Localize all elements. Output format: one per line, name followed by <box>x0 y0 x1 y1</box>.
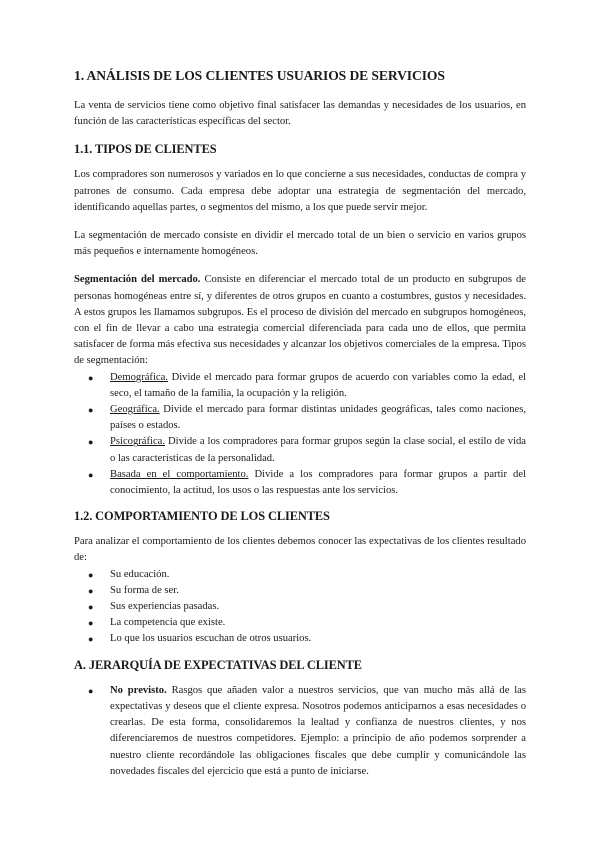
segment-term: Geográfica. <box>110 404 160 416</box>
segmentacion-lead: Segmentación del mercado. <box>74 274 201 286</box>
segment-desc: Divide el mercado para formar distintas unidades geográficas, tales como naciones, países o estados. <box>110 404 526 432</box>
list-item <box>88 583 526 599</box>
list-item <box>88 567 526 583</box>
paragraph-segmentacion-mercado <box>74 272 526 369</box>
no-previsto-lead: No previsto. <box>110 684 167 696</box>
list-item <box>88 370 526 402</box>
paragraph-segmentacion-definicion: La segmentación de mercado consiste en dividir el mercado total de un bien o servicio en varios grupos más pequeños e internamente homogéneos. <box>74 230 526 258</box>
paragraph-comportamiento: Para analizar el comportamiento de los clientes debemos conocer las expectativas de los clientes resultado de: <box>74 536 526 564</box>
bullet-icon: ● <box>88 437 94 448</box>
jerarquia-list <box>74 683 526 780</box>
list-item <box>88 402 526 434</box>
heading-analisis-clientes: 1. ANÁLISIS DE LOS CLIENTES USUARIOS DE SERVICIOS <box>74 68 445 83</box>
segment-desc: Divide a los compradores para formar grupos a partir del conocimiento, la actitud, los usos o las respuestas ante los servicios. <box>110 468 526 497</box>
segment-term: Psicográfica. <box>110 436 166 448</box>
paragraph-compradores: Los compradores son numerosos y variados en lo que concierne a sus necesidades, conductas de compra y patrones de consumo. Cada empresa debe adoptar una estrategia de segmentación del mercado, identificando aquellas partes, o segmentos del mismo, a los que puede servir mejor. <box>74 169 526 213</box>
segment-desc: Divide el mercado para formar grupos de acuerdo con variables como la edad, el seco, el tamaño de la familia, la ocupación y la religión. <box>110 371 526 399</box>
list-item <box>88 599 526 615</box>
bullet-icon: ● <box>88 569 94 580</box>
list-item-text: Su educación. <box>110 568 170 580</box>
list-item-text: Lo que los usuarios escuchan de otros usuarios. <box>110 633 312 645</box>
bullet-icon: ● <box>88 602 94 613</box>
intro-paragraph: La venta de servicios tiene como objetivo final satisfacer las demandas y necesidades de los usuarios, en función de las características específicas del sector. <box>74 100 526 128</box>
bullet-icon: ● <box>88 372 94 383</box>
bullet-icon: ● <box>88 469 94 480</box>
list-item <box>88 631 526 647</box>
heading-jerarquia-expectativas: A. JERARQUÍA DE EXPECTATIVAS DEL CLIENTE <box>74 657 362 672</box>
no-previsto-text: Rasgos que añaden valor a nuestros servicios, que van mucho más allá de las expectativas y deseos que el cliente expresa. Nosotros podemos anticiparnos a esas necesidades o crearlas. De esta forma, consolidaremos la lealtad y confianza de nuestros clientes, y nos diferenciaremos de nuestros competidores. Ejemplo: a principio de año podemos sorprender a nuestro cliente recordándole las obligaciones fiscales que debe cumplir y comunicándole las novedades fiscales del ejercicio que está a punto de iniciarse. <box>110 684 526 777</box>
segment-term: Demográfica. <box>110 371 168 383</box>
list-item <box>88 434 526 466</box>
expectativas-factors-list <box>74 567 526 648</box>
bullet-icon: ● <box>88 405 94 416</box>
heading-tipos-clientes: 1.1. TIPOS DE CLIENTES <box>74 142 217 157</box>
segment-term: Basada en el comportamiento. <box>110 468 249 480</box>
list-item-text: Su forma de ser. <box>110 584 179 596</box>
list-item-text: Sus experiencias pasadas. <box>110 601 220 613</box>
bullet-icon: ● <box>88 618 94 629</box>
bullet-icon: ● <box>88 685 94 696</box>
bullet-icon: ● <box>88 585 94 596</box>
list-item <box>88 615 526 631</box>
bullet-icon: ● <box>88 634 94 645</box>
list-item <box>88 467 526 499</box>
segment-types-list <box>74 370 526 500</box>
segment-desc: Divide a los compradores para formar grupos según la clase social, el estilo de vida o las características de la personalidad. <box>110 436 526 464</box>
segmentacion-text: Consiste en diferenciar el mercado total de un producto en subgrupos de personas homogéneas entre sí, y diferentes de otros grupos en cuanto a costumbres, gustos y necesidades. A estos grupos les llamamos subgrupos. Es el proceso de división del mercado en subgrupos homogéneos, con el fin de llevar a cabo una estrategia comercial diferenciada para cada uno de ellos, que permita satisfacer de forma más efectiva sus necesidades y alcanzar los objetivos comerciales de la empresa. Tipos de segmentación: <box>74 274 526 367</box>
list-item-text: La competencia que existe. <box>110 617 226 629</box>
heading-comportamiento-clientes: 1.2. COMPORTAMIENTO DE LOS CLIENTES <box>74 509 330 524</box>
list-item <box>88 683 526 780</box>
